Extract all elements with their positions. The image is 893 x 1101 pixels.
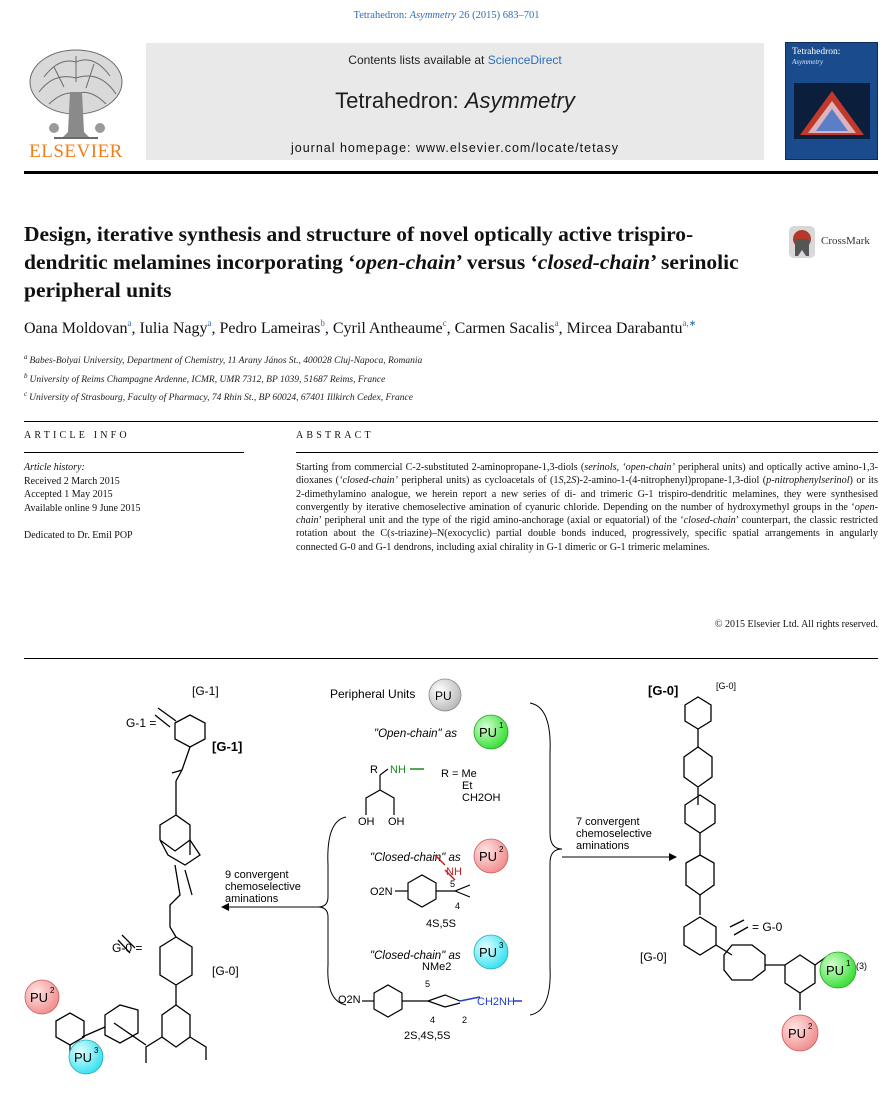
abstract-heading: ABSTRACT (296, 430, 374, 441)
graphical-abstract (0, 665, 893, 1101)
closed-chain-b-pos2: 2 (462, 1015, 468, 1025)
affiliation (24, 350, 824, 369)
closed-chain-b-no2: O2N (338, 994, 361, 1006)
crossmark-label: CrossMark (821, 235, 870, 247)
abstract-span: ’ counterpart, the classic restricted rotation about the C( (296, 515, 878, 540)
journal-ref-suffix: 26 (2015) 683–701 (456, 10, 540, 21)
right-pu2-label: PU (788, 1026, 807, 1041)
pu3-label: PU (479, 945, 498, 960)
abstract-italic: closed-chain (683, 515, 736, 527)
received-date: Received 2 March 2015 (24, 475, 120, 487)
author-affil-sup: a (207, 318, 212, 328)
open-chain-r-equals: R = Me (441, 768, 477, 780)
left-pu3-label: PU (74, 1050, 93, 1065)
contents-line (146, 53, 764, 67)
title-part: ’ serinolic peripheral units (24, 250, 739, 302)
left-g0-equals-label: G-0 = (112, 941, 143, 955)
online-date: Available online 9 June 2015 (24, 502, 141, 514)
affiliation-sup: c (24, 390, 28, 398)
affiliation-sup: a (24, 353, 28, 361)
journal-name-plain: Tetrahedron: (335, 88, 465, 113)
article-info-rule (24, 452, 244, 453)
abstract-span: peripheral units) as cycloacetals of (1 (397, 475, 559, 487)
left-dendrimer (56, 708, 206, 1063)
header-rule (24, 171, 878, 174)
abstract-span: ’ peripheral unit and the type of the rigid amino-anchorage (axial or equatorial) of the ‘ (318, 515, 684, 527)
right-pu2-sup: 2 (808, 1022, 813, 1031)
title-italic-closed-chain: closed-chain (537, 250, 651, 274)
open-chain-label: "Open-chain" as (374, 728, 457, 740)
abstract-text (296, 461, 878, 554)
abstract-italic: p-nitrophenylserinol (766, 475, 850, 487)
left-pu3-sup: 3 (94, 1046, 99, 1055)
closed-chain-a-nh: NH (446, 866, 462, 878)
closed-chain-b-ch2nh: CH2NH (477, 996, 515, 1008)
pu1-label: PU (479, 725, 498, 740)
right-arrow-line2: chemoselective (576, 828, 652, 840)
author-affil-sup: a,∗ (682, 318, 697, 328)
open-chain-oh1: OH (358, 816, 375, 828)
accepted-date: Accepted 1 May 2015 (24, 489, 113, 500)
right-arrow-line3: aminations (576, 840, 630, 852)
open-chain-ch2oh: CH2OH (462, 792, 501, 804)
author[interactable]: Oana Moldovan (24, 320, 128, 337)
author-list: Oana Moldovan$^a$, Iulia Nagy$^a$, Pedro Lameiras$^b$, Cyril Antheaume$^c$, Carmen Sacalis$^a$, Mircea Darabantu$^{a,∗}$ (24, 318, 697, 337)
closed-chain-a-label: "Closed-chain" as (370, 852, 461, 864)
abstract-italic: serinols, ‘open-chain’ (584, 462, 675, 473)
journal-name (146, 88, 764, 114)
right-g0-top-label: [G-0] (648, 683, 679, 698)
journal-ref-italic: Asymmetry (409, 10, 457, 21)
closed-chain-b-nme2: NMe2 (422, 961, 452, 973)
crossmark-icon (787, 225, 817, 259)
peripheral-units-label: Peripheral Units (330, 687, 416, 701)
contents-prefix: Contents lists available at (348, 53, 488, 67)
abstract-span: -triazine)–N(exocyclic) partial double bonds induced, progressively, specific spatial arrangements in angularly connected G-0 and G-1 dendrons, including axial chirality in G-1 dimeric or G-1 trimeric melamines. (296, 528, 878, 553)
affiliation-text: University of Strasbourg, Faculty of Pharmacy, 74 Rhin St., BP 60024, 67401 Illkirch Cedex, France (29, 393, 413, 403)
pu2-label: PU (479, 849, 498, 864)
left-pu2-label: PU (30, 990, 49, 1005)
right-dendrimer (684, 697, 826, 1010)
left-arrow-line3: aminations (225, 893, 279, 905)
author[interactable]: Pedro Lameiras (219, 320, 321, 337)
abstract-span: peripheral units) and optically active amino-1,3-dioxanes ( (296, 462, 878, 487)
history-label: Article history: (24, 462, 85, 473)
pu2-sup: 2 (499, 845, 504, 854)
author-affil-sup: a (554, 318, 559, 328)
closed-chain-a-no2: O2N (370, 886, 393, 898)
right-g0-low-label: [G-0] (640, 950, 667, 964)
dedication: Dedicated to Dr. Emil POP (24, 530, 133, 541)
abstract-span: ) or its 2-dimethylamino analogue, we herein report a new series of di- and trimeric G-1 trispiro-dendritic melamines, they were synthesised convergently by iterative chemoselective amination of cyanuric chloride. Depending on the number of hydroxymethyl groups in the ‘ (296, 475, 878, 513)
closed-chain-b-label: "Closed-chain" as (370, 950, 461, 962)
right-pu1-label: PU (826, 963, 845, 978)
graphic-rule (24, 658, 878, 659)
closed-chain-b-structure (362, 985, 460, 1017)
journal-ref-prefix: Tetrahedron: (353, 10, 410, 21)
left-arrow-line2: chemoselective (225, 881, 301, 893)
closed-chain-b-pos4: 4 (430, 1015, 436, 1025)
open-chain-et: Et (462, 780, 473, 792)
article-title (24, 220, 764, 304)
author[interactable]: Iulia Nagy (139, 320, 208, 337)
abstract-span: )-2-amino-1-(4-nitrophenyl)propane-1,3-diol ( (576, 475, 767, 487)
abstract-span: ,2 (563, 475, 572, 487)
author-affil-sup: a (127, 318, 132, 328)
title-part: ’ versus ‘ (455, 250, 538, 274)
affiliation-sup: b (24, 371, 28, 380)
closed-chain-b-pos5: 5 (425, 979, 431, 989)
cover-title: Tetrahedron: (792, 47, 841, 57)
open-chain-bond (380, 769, 388, 775)
title-part: Design, iterative synthesis and structure of novel optically active trispiro-dendritic melamines incorporating ‘ (24, 222, 694, 274)
affiliation-text: Babes-Bolyai University, Department of Chemistry, 11 Arany János St., 400028 Cluj-Napoca, Romania (29, 356, 423, 366)
left-g0-bracket-label: [G-0] (212, 964, 239, 978)
author[interactable]: Carmen Sacalis (454, 320, 555, 337)
sciencedirect-link[interactable]: ScienceDirect (487, 53, 562, 67)
right-arrow-line1: 7 convergent (576, 816, 640, 828)
abstract-italic: open-chain (296, 501, 878, 527)
article-info-heading: ARTICLE INFO (24, 430, 130, 441)
cover-art (786, 43, 878, 160)
closed-chain-a-pos5: 5 (450, 879, 456, 889)
pu1-sup: 1 (499, 721, 504, 730)
right-pu1-multiplicity: (3) (856, 961, 867, 971)
journal-name-italic: Asymmetry (464, 88, 575, 113)
journal-homepage-link[interactable]: journal homepage: www.elsevier.com/locate/tetasy (290, 141, 619, 155)
abstract-italic: S (558, 475, 564, 487)
left-g1-bold-label: [G-1] (212, 739, 243, 754)
author[interactable]: Mircea Darabantu (566, 320, 683, 337)
affiliation-rule (24, 421, 878, 422)
title-italic-open-chain: open-chain (355, 250, 456, 274)
pu-ball-label: PU (435, 689, 452, 703)
elsevier-wordmark[interactable]: ELSEVIER (29, 141, 123, 162)
author-affil-sup: b (320, 318, 325, 328)
left-arrow-line1: 9 convergent (225, 869, 289, 881)
closed-chain-a-stereo: 4S,5S (426, 918, 456, 930)
pu3-sup: 3 (499, 941, 504, 950)
abstract-span: Starting from commercial C-2-substituted 2-aminopropane-1,3-diols ( (296, 462, 585, 473)
author-affil-sup: c (442, 318, 447, 328)
affiliations (24, 350, 824, 406)
closed-chain-a-pos4: 4 (455, 901, 461, 911)
closed-chain-b-stereo: 2S,4S,5S (404, 1030, 451, 1042)
article-info (24, 461, 264, 543)
right-g0-equals-label: = G-0 (752, 920, 783, 934)
author[interactable]: Cyril Antheaume (332, 320, 443, 337)
open-chain-structure (366, 775, 394, 815)
right-brace (530, 703, 562, 1015)
cover-subtitle: Asymmetry (792, 58, 824, 66)
left-g1-top-label: [G-1] (192, 684, 219, 698)
affiliation (24, 369, 824, 388)
open-chain-oh2: OH (388, 816, 405, 828)
open-chain-r: R (370, 764, 378, 776)
abstract-italic: s (390, 528, 395, 540)
journal-reference[interactable] (0, 10, 893, 21)
left-pu2-sup: 2 (50, 986, 55, 995)
affiliation (24, 387, 824, 406)
copyright-notice: © 2015 Elsevier Ltd. All rights reserved. (714, 619, 878, 630)
journal-cover-thumbnail[interactable] (785, 42, 878, 160)
abstract-italic: S (571, 475, 577, 487)
right-g0-small-label: [G-0] (716, 681, 737, 691)
left-g1-equals-label: G-1 = (126, 716, 157, 730)
journal-header (146, 43, 764, 160)
affiliation-text: University of Reims Champagne Ardenne, ICMR, UMR 7312, BP 1039, 51687 Reims, France (29, 374, 386, 385)
right-pu1-sup: 1 (846, 959, 851, 968)
left-brace (318, 817, 346, 1005)
open-chain-nh: NH (390, 764, 406, 776)
abstract-rule (296, 452, 878, 453)
crossmark-badge[interactable] (787, 225, 883, 259)
abstract-italic: ‘closed-chain’ (339, 475, 398, 487)
